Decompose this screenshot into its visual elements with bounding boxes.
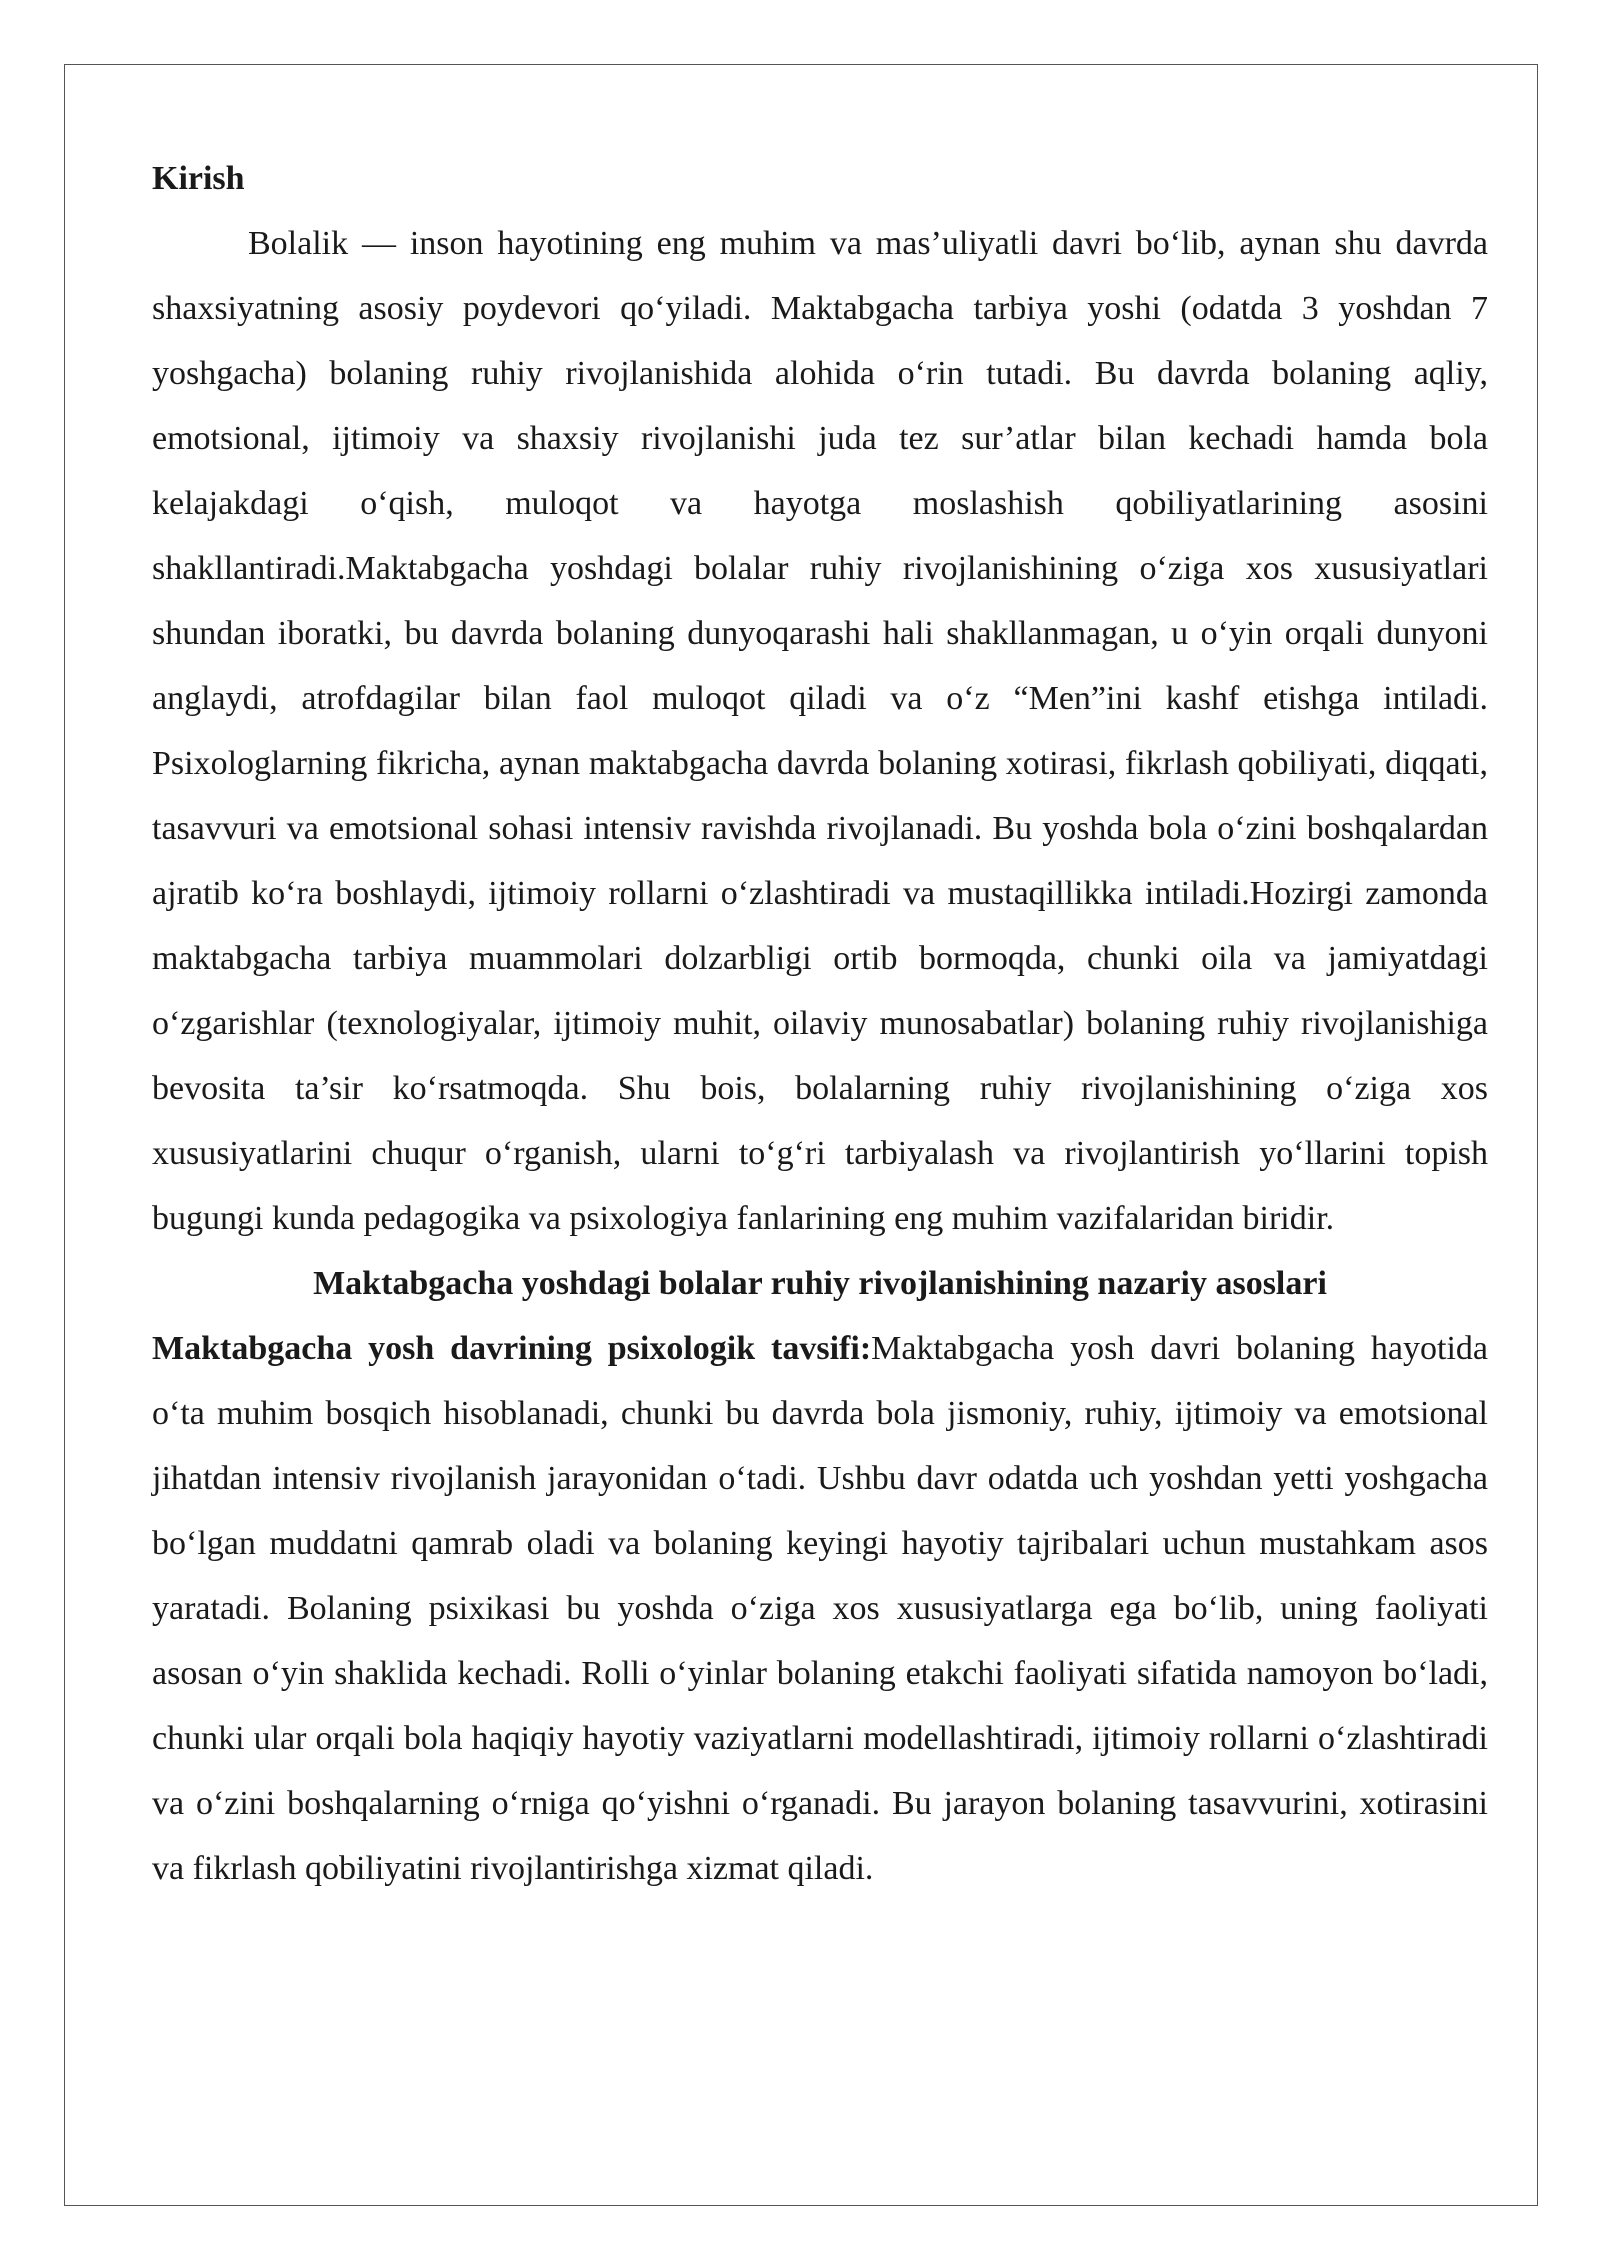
section-paragraph-text: Maktabgacha yosh davri bolaning hayotida o‘ta muhim bosqich hisoblanadi, chunki bu davrda bola jismoniy, ruhiy, ijtimoiy va emotsional jihatdan intensiv rivojlanish jarayonidan o‘tadi. Ushbu davr odatda uch yoshdan yetti yoshgacha bo‘lgan muddatni qamrab oladi va bolaning keyingi hayotiy tajribalari uchun mustahkam asos yaratadi. Bolaning psixikasi bu yoshda o‘ziga xos xususiyatlarga ega bo‘lib, uning faoliyati asosan o‘yin shaklida kechadi. Rolli o‘yinlar bolaning etakchi faoliyati sifatida namoyon bo‘ladi, chunki ular orqali bola haqiqiy hayotiy vaziyatlarni modellashtiradi, ijtimoiy rollarni o‘zlashtiradi va o‘zini boshqalarning o‘rniga qo‘yishni o‘rganadi. Bu jarayon bolaning tasavvurini, xotirasini va fikrlash qobiliyatini rivojlantirishga xizmat qiladi. bbox=[152, 1330, 1488, 1887]
section-paragraph bbox=[152, 1316, 1488, 1901]
intro-heading: Kirish bbox=[152, 160, 245, 197]
document-body bbox=[152, 146, 1488, 1901]
section-lead: Maktabgacha yosh davrining psixologik tavsifi: bbox=[152, 1330, 872, 1367]
section-title: Maktabgacha yoshdagi bolalar ruhiy rivojlanishining nazariy asoslari bbox=[313, 1265, 1327, 1302]
intro-paragraph: Bolalik — inson hayotining eng muhim va mas’uliyatli davri bo‘lib, aynan shu davrda shaxsiyatning asosiy poydevori qo‘yiladi. Maktabgacha tarbiya yoshi (odatda 3 yoshdan 7 yoshgacha) bolaning ruhiy rivojlanishida alohida o‘rin tutadi. Bu davrda bolaning aqliy, emotsional, ijtimoiy va shaxsiy rivojlanishi juda tez sur’atlar bilan kechadi hamda bola kelajakdagi o‘qish, muloqot va hayotga moslashish qobiliyatlarining asosini shakllantiradi.Maktabgacha yoshdagi bolalar ruhiy rivojlanishining o‘ziga xos xususiyatlari shundan iboratki, bu davrda bolaning dunyoqarashi hali shakllanmagan, u o‘yin orqali dunyoni anglaydi, atrofdagilar bilan faol muloqot qiladi va o‘z “Men”ini kashf etishga intiladi. Psixologlarning fikricha, aynan maktabgacha davrda bolaning xotirasi, fikrlash qobiliyati, diqqati, tasavvuri va emotsional sohasi intensiv ravishda rivojlanadi. Bu yoshda bola o‘zini boshqalardan ajratib ko‘ra boshlaydi, ijtimoiy rollarni o‘zlashtiradi va mustaqillikka intiladi.Hozirgi zamonda maktabgacha tarbiya muammolari dolzarbligi ortib bormoqda, chunki oila va jamiyatdagi o‘zgarishlar (texnologiyalar, ijtimoiy muhit, oilaviy munosabatlar) bolaning ruhiy rivojlanishiga bevosita ta’sir ko‘rsatmoqda. Shu bois, bolalarning ruhiy rivojlanishining o‘ziga xos xususiyatlarini chuqur o‘rganish, ularni to‘g‘ri tarbiyalash va rivojlantirish yo‘llarini topish bugungi kunda pedagogika va psixologiya fanlarining eng muhim vazifalaridan biridir. bbox=[152, 225, 1488, 1237]
